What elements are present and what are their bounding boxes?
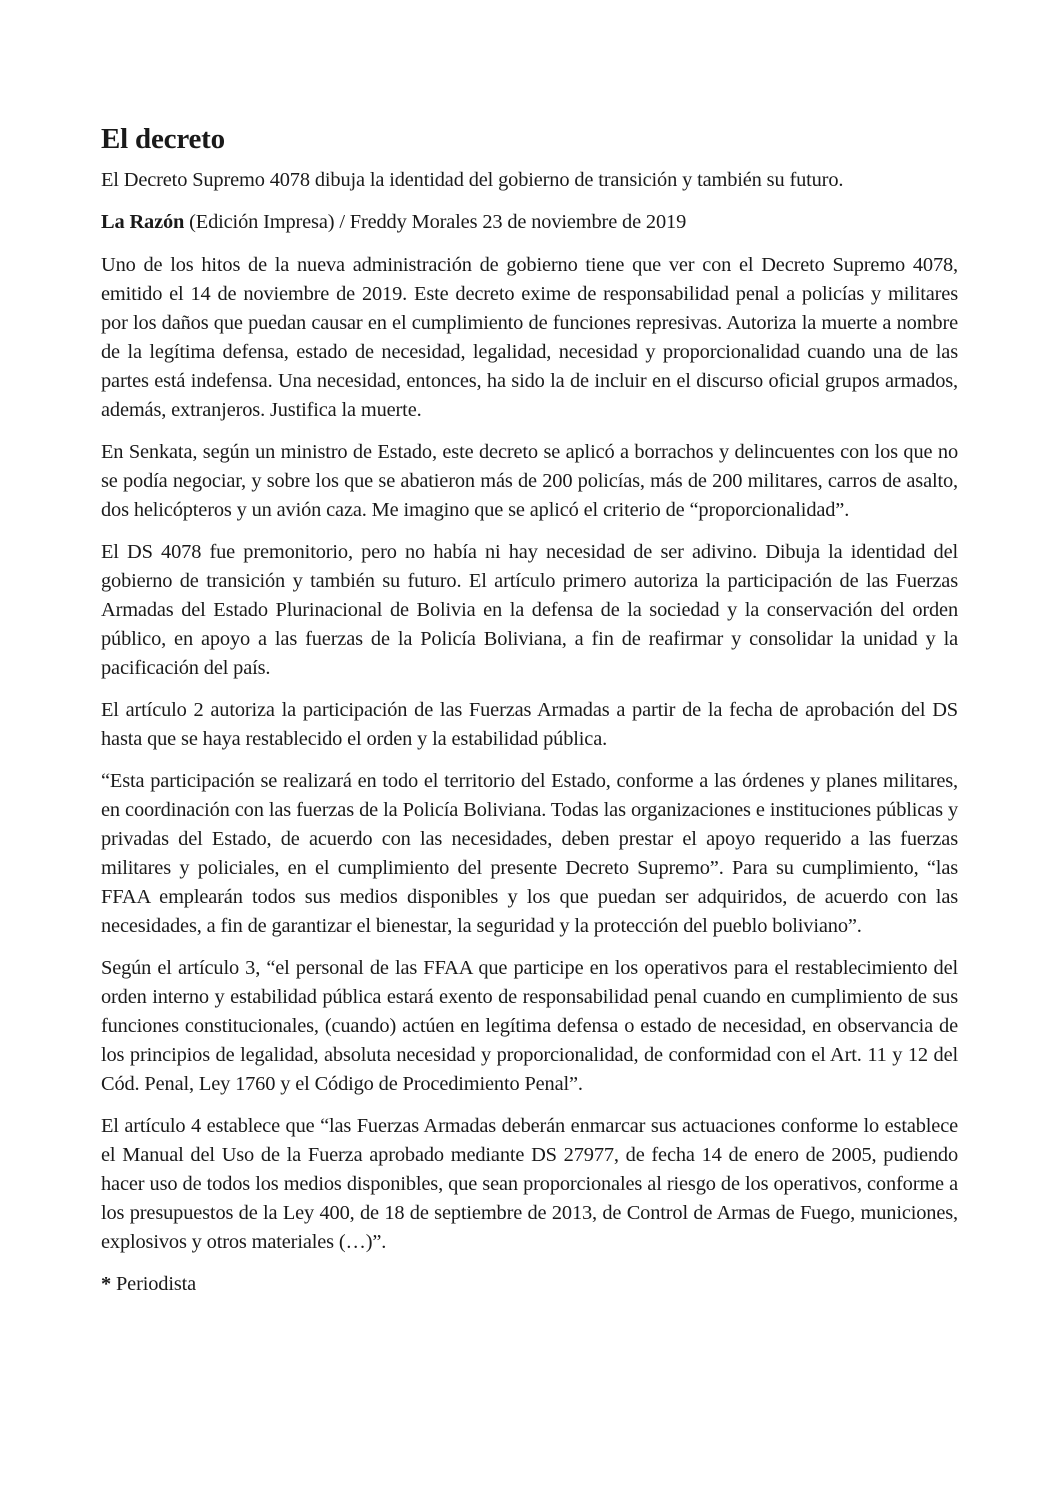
- article-byline: [101, 208, 958, 237]
- body-paragraph-1: Uno de los hitos de la nueva administración de gobierno tiene que ver con el Decreto Supremo 4078, emitido el 14 de noviembre de 2019. Este decreto exime de responsabilidad penal a policías y militares por los daños que puedan causar en el cumplimiento de funciones represivas. Autoriza la muerte a nombre de la legítima defensa, estado de necesidad, legalidad, necesidad y proporcionalidad cuando una de las partes está indefensa. Una necesidad, entonces, ha sido la de incluir en el discurso oficial grupos armados, además, extranjeros. Justifica la muerte.: [101, 254, 958, 421]
- article-title: El decreto: [101, 123, 225, 155]
- body-paragraph-7: El artículo 4 establece que “las Fuerzas Armadas deberán enmarcar sus actuaciones conforme lo establece el Manual del Uso de la Fuerza aprobado mediante DS 27977, de fecha 14 de enero de 2005, pudiendo hacer uso de todos los medios disponibles, que sean proporcionales al riesgo de los operativos, conforme a los presupuestos de la Ley 400, de 18 de septiembre de 2013, de Control de Armas de Fuego, municiones, explosivos y otros materiales (…)”.: [101, 1115, 958, 1253]
- author-footnote: [101, 1270, 958, 1299]
- footnote-mark: *: [101, 1273, 112, 1295]
- body-paragraph-5: “Esta participación se realizará en todo el territorio del Estado, conforme a las órdenes y planes militares, en coordinación con las fuerzas de la Policía Boliviana. Todas las organizaciones e instituciones públicas y privadas del Estado, de acuerdo con las necesidades, deben prestar el apoyo requerido a las fuerzas militares y policiales, en el cumplimiento del presente Decreto Supremo”. Para su cumplimiento, “las FFAA emplearán todos sus medios disponibles y los que puedan ser adquiridos, de acuerdo con las necesidades, a fin de garantizar el bienestar, la seguridad y la protección del pueblo boliviano”.: [101, 770, 958, 937]
- body-paragraph-6: Según el artículo 3, “el personal de las FFAA que participe en los operativos para el restablecimiento del orden interno y estabilidad pública estará exento de responsabilidad penal cuando en cumplimiento de sus funciones constitucionales, (cuando) actúen en legítima defensa o estado de necesidad, en observancia de los principios de legalidad, absoluta necesidad y proporcionalidad, de conformidad con el Art. 11 y 12 del Cód. Penal, Ley 1760 y el Código de Procedimiento Penal”.: [101, 957, 958, 1095]
- article-lead: El Decreto Supremo 4078 dibuja la identidad del gobierno de transición y también su futuro.: [101, 169, 844, 191]
- body-paragraph-2: En Senkata, según un ministro de Estado, este decreto se aplicó a borrachos y delincuentes con los que no se podía negociar, y sobre los que se abatieron más de 200 policías, más de 200 militares, carros de asalto, dos helicópteros y un avión caza. Me imagino que se aplicó el criterio de “proporcionalidad”.: [101, 441, 958, 521]
- document-page: [101, 118, 958, 1312]
- footnote-text: Periodista: [111, 1273, 197, 1295]
- body-paragraph-3: El DS 4078 fue premonitorio, pero no había ni hay necesidad de ser adivino. Dibuja la identidad del gobierno de transición y también su futuro. El artículo primero autoriza la participación de las Fuerzas Armadas del Estado Plurinacional de Bolivia en la defensa de la sociedad y la conservación del orden público, en apoyo a las fuerzas de la Policía Boliviana, a fin de reafirmar y consolidar la unidad y la pacificación del país.: [101, 541, 958, 679]
- body-paragraph-4: El artículo 2 autoriza la participación de las Fuerzas Armadas a partir de la fecha de aprobación del DS hasta que se haya restablecido el orden y la estabilidad pública.: [101, 699, 958, 750]
- byline-source: La Razón: [101, 211, 185, 233]
- byline-details: (Edición Impresa) / Freddy Morales 23 de noviembre de 2019: [184, 211, 687, 233]
